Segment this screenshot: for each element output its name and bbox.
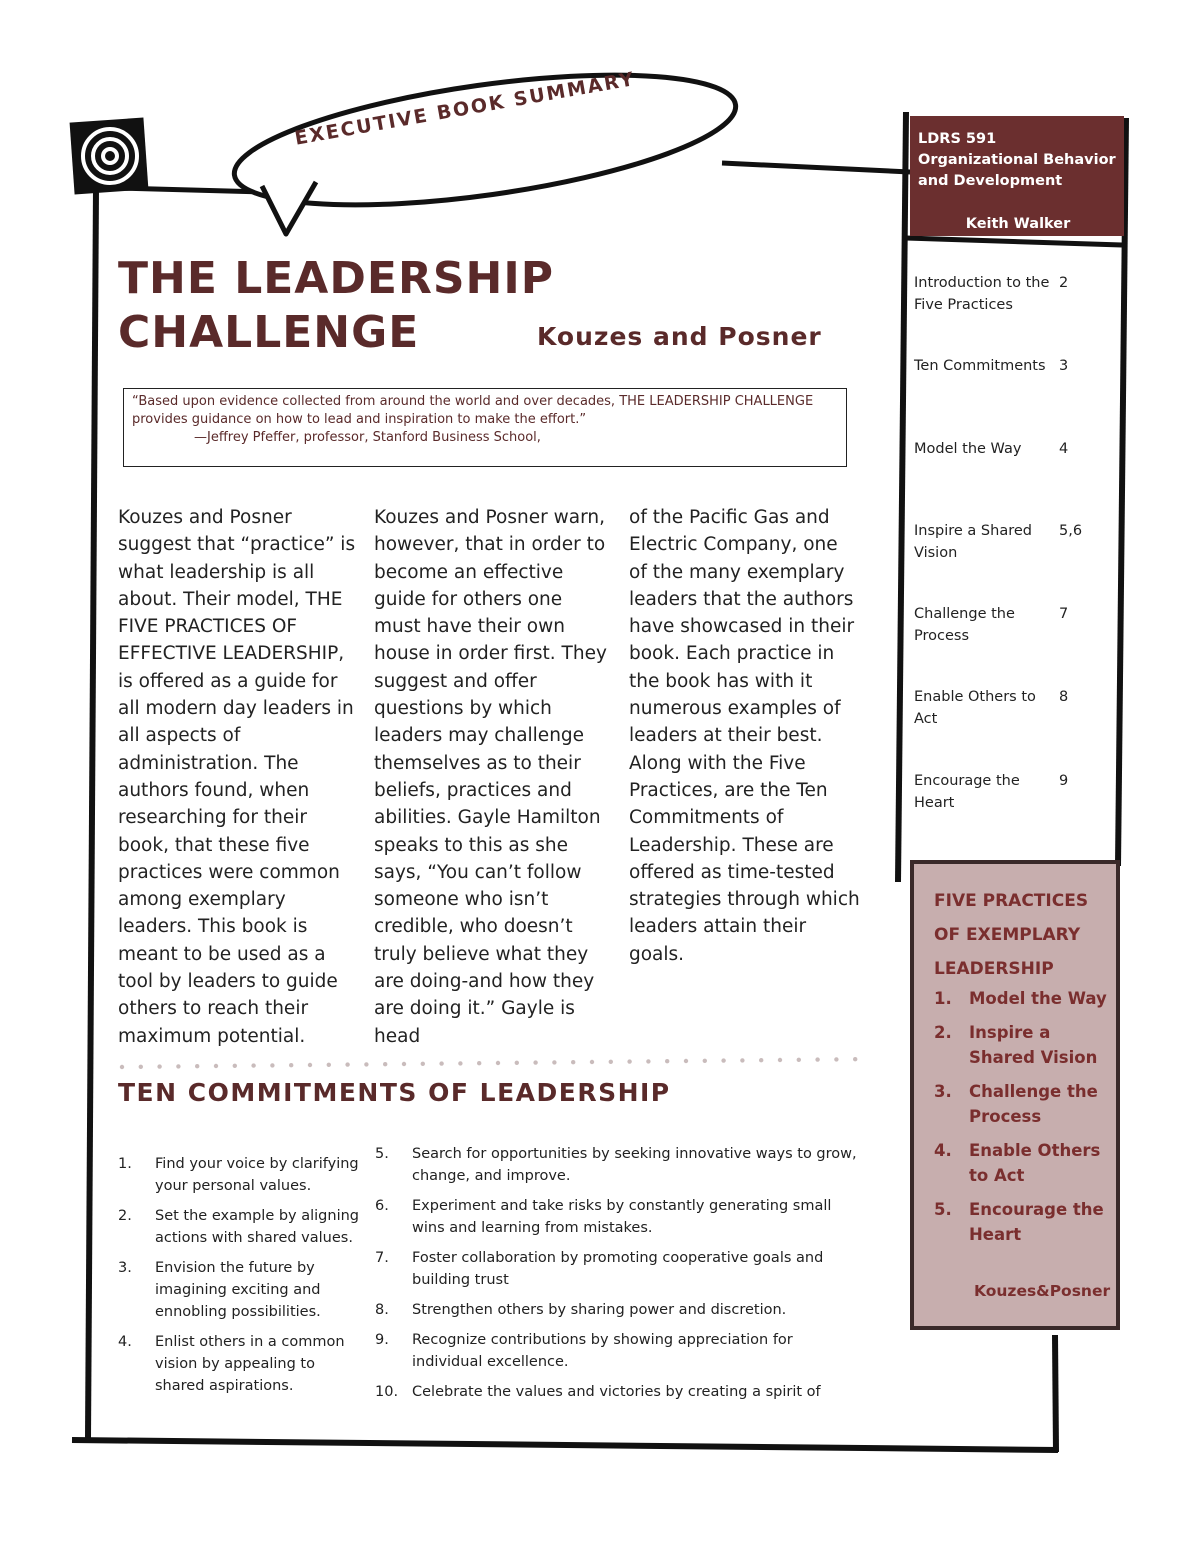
divider-dot bbox=[270, 1063, 274, 1067]
divider-dot bbox=[327, 1063, 331, 1067]
practice-text: Model the Way bbox=[969, 989, 1107, 1008]
practices-list bbox=[934, 986, 1114, 1256]
divider-dot bbox=[439, 1061, 443, 1065]
toc-entry[interactable] bbox=[914, 770, 1114, 814]
commitment-number: 8. bbox=[375, 1302, 389, 1318]
divider-dot bbox=[364, 1062, 368, 1066]
toc-page-number: 4 bbox=[1059, 441, 1069, 457]
commitments-list-right bbox=[375, 1143, 859, 1411]
five-practices-box bbox=[910, 860, 1120, 1330]
divider-dot bbox=[120, 1065, 124, 1069]
practice-item bbox=[934, 1138, 1114, 1188]
divider-dot bbox=[778, 1058, 782, 1062]
toc-label: Enable Others to Act bbox=[914, 689, 1036, 727]
body-text: of the Pacific Gas and Electric Company, one of the many exemplary leaders that the authors have showcased in their book. Each practice in the book has with it numerous examples of leaders at their best. Along with the Five Practices, are the Ten Commitments of Leadership. These are offered as time-tested strategies through which leaders attain their goals. bbox=[629, 507, 860, 965]
commitment-text: Enlist others in a common vision by appealing to shared aspirations. bbox=[155, 1334, 345, 1394]
book-authors: Kouzes and Posner bbox=[537, 322, 822, 351]
commitment-number: 2. bbox=[118, 1208, 132, 1224]
commitment-text: Foster collaboration by promoting cooperative goals and building trust bbox=[412, 1250, 824, 1288]
divider-dot bbox=[176, 1064, 180, 1068]
commitment-number: 1. bbox=[118, 1156, 132, 1172]
dotted-divider bbox=[118, 1053, 860, 1073]
divider-dot bbox=[421, 1062, 425, 1066]
divider-dot bbox=[665, 1059, 669, 1063]
toc-label: Encourage the Heart bbox=[914, 773, 1020, 811]
commitment-item bbox=[375, 1143, 859, 1187]
commitment-text: Strengthen others by sharing power and discretion. bbox=[412, 1302, 787, 1318]
commitment-item bbox=[375, 1329, 859, 1373]
commitment-text: Find your voice by clarifying your personal values. bbox=[155, 1156, 359, 1194]
divider-dot bbox=[157, 1064, 161, 1068]
toc-label: Model the Way bbox=[914, 441, 1022, 457]
toc-page-number: 8 bbox=[1059, 689, 1069, 705]
body-column-2 bbox=[374, 504, 612, 1050]
divider-dot bbox=[402, 1062, 406, 1066]
practice-text: Challenge the Process bbox=[969, 1082, 1098, 1126]
toc-page-number: 7 bbox=[1059, 606, 1069, 622]
toc-page-number: 5,6 bbox=[1059, 523, 1083, 539]
practice-text: Inspire a Shared Vision bbox=[969, 1023, 1098, 1067]
toc-entry[interactable] bbox=[914, 355, 1114, 377]
quote-text: “Based upon evidence collected from around the world and over decades, THE LEADERSHIP CHALLENGE provides guidance on how to lead and inspiration to make the effort.” bbox=[132, 394, 814, 427]
divider-dot bbox=[740, 1058, 744, 1062]
divider-dot bbox=[289, 1063, 293, 1067]
divider-dot bbox=[383, 1062, 387, 1066]
commitment-number: 6. bbox=[375, 1198, 389, 1214]
divider-dot bbox=[609, 1060, 613, 1064]
course-name: LDRS 591 Organizational Behavior and Development bbox=[918, 131, 1116, 189]
divider-dot bbox=[496, 1061, 500, 1065]
commitments-list-left bbox=[118, 1153, 366, 1405]
commitment-text: Celebrate the values and victories by creating a spirit of bbox=[412, 1384, 821, 1400]
divider-dot bbox=[703, 1059, 707, 1063]
divider-dot bbox=[627, 1059, 631, 1063]
toc-entry[interactable] bbox=[914, 603, 1114, 647]
title-line-2: CHALLENGE bbox=[118, 307, 420, 358]
toc-entry[interactable] bbox=[914, 272, 1114, 316]
practice-item bbox=[934, 1020, 1114, 1070]
practices-signature: Kouzes&Posner bbox=[974, 1282, 1111, 1300]
commitment-text: Search for opportunities by seeking innovative ways to grow, change, and improve. bbox=[412, 1146, 857, 1184]
divider-dot bbox=[684, 1059, 688, 1063]
commitment-text: Set the example by aligning actions with shared values. bbox=[155, 1208, 359, 1246]
commitment-item bbox=[118, 1205, 366, 1249]
divider-dot bbox=[308, 1063, 312, 1067]
divider-dot bbox=[139, 1065, 143, 1069]
commitment-item bbox=[118, 1331, 366, 1397]
body-column-1 bbox=[118, 504, 356, 1050]
commitment-number: 10. bbox=[375, 1384, 399, 1400]
commitment-number: 3. bbox=[118, 1260, 132, 1276]
commitment-text: Recognize contributions by showing appreciation for individual excellence. bbox=[412, 1332, 793, 1370]
divider-dot bbox=[233, 1064, 237, 1068]
divider-dot bbox=[797, 1058, 801, 1062]
book-title bbox=[118, 252, 554, 360]
course-header bbox=[910, 116, 1124, 236]
body-text: Kouzes and Posner warn, however, that in order to become an effective guide for others one must have their own house in order first. They suggest and offer questions by which leaders may challenge themselves as to their beliefs, practices and abilities. Gayle Hamilton speaks to this as she says, “You can’t follow someone who isn’t credible, who doesn’t truly believe what they are doing-and how they are doing it.” Gayle is head bbox=[374, 507, 607, 1047]
body-text: Kouzes and Posner suggest that “practice” is what leadership is all about. Their model, THE FIVE PRACTICES OF EFFECTIVE LEADERSHIP, is offered as a guide for all modern day leaders in all aspects of administration. The authors found, when researching for their book, that these five practices were common among exemplary leaders. This book is meant to be used as a tool by leaders to guide others to reach their maximum potential. bbox=[118, 507, 356, 1047]
divider-dot bbox=[552, 1060, 556, 1064]
toc-label: Introduction to the Five Practices bbox=[914, 275, 1050, 313]
commitment-number: 9. bbox=[375, 1332, 389, 1348]
divider-dot bbox=[721, 1058, 725, 1062]
divider-dot bbox=[853, 1057, 857, 1061]
divider-dot bbox=[646, 1059, 650, 1063]
practice-item bbox=[934, 1197, 1114, 1247]
practice-number: 3. bbox=[934, 1082, 952, 1101]
commitment-number: 7. bbox=[375, 1250, 389, 1266]
practice-number: 5. bbox=[934, 1200, 952, 1219]
toc-page-number: 2 bbox=[1059, 275, 1069, 291]
commitment-number: 4. bbox=[118, 1334, 132, 1350]
toc-label: Inspire a Shared Vision bbox=[914, 523, 1032, 561]
bubble-label: EXECUTIVE BOOK SUMMARY bbox=[293, 68, 637, 150]
toc-entry[interactable] bbox=[914, 438, 1114, 460]
practice-item bbox=[934, 1079, 1114, 1129]
divider-dot bbox=[345, 1062, 349, 1066]
toc-label: Ten Commitments bbox=[914, 358, 1046, 374]
practice-text: Enable Others to Act bbox=[969, 1141, 1101, 1185]
endorsement-quote bbox=[123, 388, 847, 467]
divider-dot bbox=[571, 1060, 575, 1064]
toc-entry[interactable] bbox=[914, 686, 1114, 730]
divider-dot bbox=[590, 1060, 594, 1064]
commitment-item bbox=[375, 1381, 859, 1403]
divider-dot bbox=[834, 1057, 838, 1061]
divider-dot bbox=[759, 1058, 763, 1062]
practice-number: 1. bbox=[934, 989, 952, 1008]
divider-dot bbox=[815, 1057, 819, 1061]
commitment-number: 5. bbox=[375, 1146, 389, 1162]
commitment-text: Envision the future by imagining exciting and ennobling possibilities. bbox=[155, 1260, 321, 1320]
divider-dot bbox=[533, 1060, 537, 1064]
divider-dot bbox=[515, 1061, 519, 1065]
commitments-title: TEN COMMITMENTS OF LEADERSHIP bbox=[118, 1078, 671, 1107]
commitment-item bbox=[375, 1299, 859, 1321]
practices-heading: FIVE PRACTICES OF EXEMPLARY LEADERSHIP bbox=[934, 891, 1089, 979]
toc-page-number: 9 bbox=[1059, 773, 1069, 789]
toc-label: Challenge the Process bbox=[914, 606, 1015, 644]
toc-entry[interactable] bbox=[914, 520, 1114, 564]
commitment-item bbox=[118, 1153, 366, 1197]
divider-dot bbox=[477, 1061, 481, 1065]
practice-item bbox=[934, 986, 1114, 1011]
toc-page-number: 3 bbox=[1059, 358, 1069, 374]
practice-number: 4. bbox=[934, 1141, 952, 1160]
commitment-item bbox=[375, 1195, 859, 1239]
divider-dot bbox=[458, 1061, 462, 1065]
instructor-name: Keith Walker bbox=[965, 216, 1071, 232]
target-logo-icon bbox=[70, 118, 149, 195]
commitment-item bbox=[118, 1257, 366, 1323]
commitment-text: Experiment and take risks by constantly generating small wins and learning from mistakes. bbox=[412, 1198, 832, 1236]
commitment-item bbox=[375, 1247, 859, 1291]
divider-dot bbox=[214, 1064, 218, 1068]
practice-number: 2. bbox=[934, 1023, 952, 1042]
divider-dot bbox=[195, 1064, 199, 1068]
title-line-1: THE LEADERSHIP bbox=[118, 253, 554, 304]
body-column-3 bbox=[629, 504, 861, 968]
divider-dot bbox=[251, 1063, 255, 1067]
practice-text: Encourage the Heart bbox=[969, 1200, 1104, 1244]
quote-attribution: —Jeffrey Pfeffer, professor, Stanford Business School, bbox=[194, 430, 541, 445]
